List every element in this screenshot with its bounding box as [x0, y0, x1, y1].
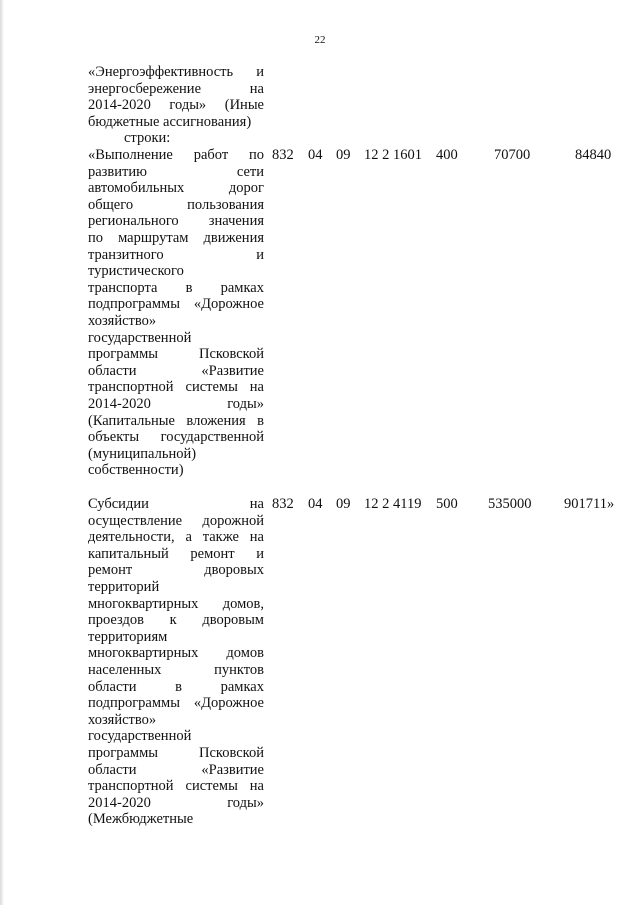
row-1-line: транспортной системы на [88, 379, 264, 396]
row-1-line: регионального значения [88, 213, 264, 230]
page-number: 22 [314, 34, 326, 46]
row-1-ministry-code: 832 [272, 147, 294, 163]
row-2-line: области в рамках [88, 678, 264, 695]
row-1-line: транзитного и [88, 246, 264, 263]
header-line: «Энергоэффективность и [88, 64, 264, 80]
row-2-target-code: 12 2 4119 [364, 496, 422, 512]
row-1-line: области «Развитие [88, 362, 264, 379]
row-2-line: территориям [88, 628, 168, 645]
row-2-line: проездов к дворовым [88, 612, 264, 629]
row-1-section-code: 04 [308, 147, 323, 163]
row-1-line: собственности) [88, 462, 184, 479]
row-1-description [88, 147, 264, 479]
row-1-line: (муниципальной) [88, 445, 197, 462]
row-2-line: хозяйство» [88, 711, 157, 728]
row-1-subsection-code: 09 [336, 147, 351, 163]
row-1-line: по маршрутам движения [88, 229, 264, 246]
row-1-line: туристического [88, 263, 184, 280]
row-2-amount-2: 901711» [564, 496, 615, 512]
row-2-line: территорий [88, 578, 160, 595]
row-1-expense-kind: 400 [436, 147, 458, 163]
row-2-amount-1: 535000 [488, 496, 532, 512]
row-2-line: осуществление дорожной [88, 512, 264, 529]
row-2-line: капитальный ремонт и [88, 545, 264, 562]
row-2-line: многоквартирных домов [88, 645, 264, 662]
row-2-section-code: 04 [308, 496, 323, 512]
row-2-line: программы Псковской [88, 744, 264, 761]
row-1-line: объекты государственной [88, 429, 264, 446]
rows-label: строки: [124, 130, 171, 147]
row-1-line: подпрограммы «Дорожное [88, 296, 264, 313]
row-1-line: (Капитальные вложения в [88, 412, 264, 429]
row-1-amount-2: 84840 [575, 147, 612, 163]
row-2-line: многоквартирных домов, [88, 595, 264, 612]
row-2-line: населенных пунктов [88, 661, 264, 678]
row-1-amount-1: 70700 [494, 147, 531, 163]
row-2-description [88, 496, 264, 828]
row-2-expense-kind: 500 [436, 496, 458, 512]
row-2-line: области «Развитие [88, 761, 264, 778]
header-line: 2014-2020 годы» (Иные [88, 97, 264, 114]
header-line: бюджетные ассигнования) [88, 113, 252, 130]
row-1-line: 2014-2020 годы» [88, 395, 264, 412]
row-2-line: государственной [88, 728, 192, 745]
row-2-subsection-code: 09 [336, 496, 351, 512]
row-2-line: транспортной системы на [88, 778, 264, 795]
row-2-line: деятельности, а также на [88, 529, 264, 546]
row-1-line: программы Псковской [88, 346, 264, 363]
row-1-target-code: 12 2 1601 [364, 147, 422, 163]
scan-edge [0, 0, 4, 905]
row-2-line: 2014-2020 годы» [88, 794, 264, 811]
row-2-line: (Межбюджетные [88, 811, 194, 828]
row-1-line: развитию сети [88, 163, 264, 180]
header-block [88, 64, 264, 147]
row-1-line: государственной [88, 329, 192, 346]
row-1-line: автомобильных дорог [88, 180, 264, 197]
row-2-line: подпрограммы «Дорожное [88, 695, 264, 712]
row-1-line: «Выполнение работ по [88, 147, 264, 163]
row-1-line: транспорта в рамках [88, 279, 264, 296]
row-2-line: Субсидии на [88, 496, 264, 512]
header-line: энергосбережение на [88, 80, 264, 97]
row-2-line: ремонт дворовых [88, 562, 264, 579]
row-2-ministry-code: 832 [272, 496, 294, 512]
row-1-line: хозяйство» [88, 312, 157, 329]
row-1-line: общего пользования [88, 196, 264, 213]
